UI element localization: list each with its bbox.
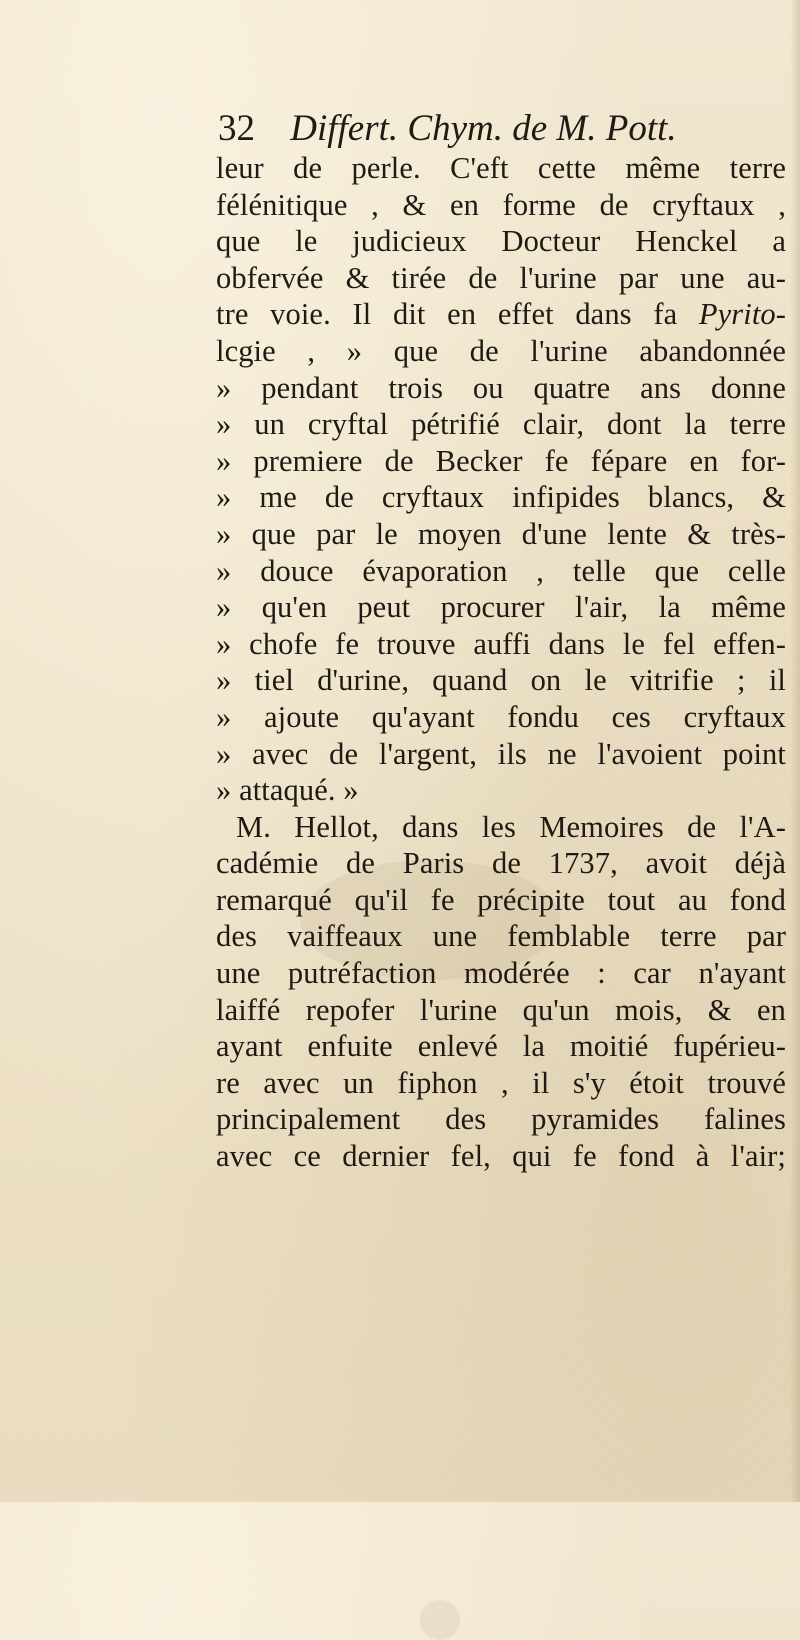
text-line: » premiere de Becker fe fépare en for- bbox=[216, 443, 786, 478]
text-line: » ajoute qu'ayant fondu ces cryftaux bbox=[216, 699, 786, 734]
text-line: laiffé repofer l'urine qu'un mois, & en bbox=[216, 992, 786, 1027]
text-line: ayant enfuite enlevé la moitié fupérieu- bbox=[216, 1029, 786, 1064]
text-line-segment: tre voie. Il dit en effet dans fa bbox=[216, 297, 699, 332]
text-line: avec ce dernier fel, qui fe fond à l'air; bbox=[216, 1139, 786, 1174]
page-edge-shadow bbox=[790, 0, 800, 1502]
running-header bbox=[218, 104, 778, 154]
text-line bbox=[216, 296, 786, 333]
text-line: » douce évaporation , telle que celle bbox=[216, 553, 786, 588]
text-line: félénitique , & en forme de cryftaux , bbox=[216, 187, 786, 222]
body-text bbox=[216, 150, 786, 1175]
text-line: » pendant trois ou quatre ans donne bbox=[216, 370, 786, 405]
text-line: une putréfaction modérée : car n'ayant bbox=[216, 956, 786, 991]
text-line: » chofe fe trouve auffi dans le fel effen- bbox=[216, 626, 786, 661]
text-line: cadémie de Paris de 1737, avoit déjà bbox=[216, 846, 786, 881]
text-line: remarqué qu'il fe précipite tout au fond bbox=[216, 882, 786, 917]
text-line: » me de cryftaux infipides blancs, & bbox=[216, 480, 786, 515]
text-line: lcgie , » que de l'urine abandonnée bbox=[216, 333, 786, 368]
paper-stain bbox=[420, 1600, 460, 1640]
text-line: obfervée & tirée de l'urine par une au- bbox=[216, 260, 786, 295]
text-line: » que par le moyen d'une lente & très- bbox=[216, 516, 786, 551]
text-line: » avec de l'argent, ils ne l'avoient point bbox=[216, 736, 786, 771]
running-title: Differt. Chym. de M. Pott. bbox=[290, 108, 677, 149]
page-number: 32 bbox=[218, 108, 255, 149]
text-line: » qu'en peut procurer l'air, la même bbox=[216, 590, 786, 625]
text-line: » un cryftal pétrifié clair, dont la terre bbox=[216, 407, 786, 442]
text-line: » attaqué. » bbox=[216, 773, 359, 808]
text-line: re avec un fiphon , il s'y étoit trouvé bbox=[216, 1065, 786, 1100]
italic-title-fragment: Pyrito- bbox=[698, 297, 786, 332]
text-line: M. Hellot, dans les Memoires de l'A- bbox=[236, 809, 786, 844]
text-line: des vaiffeaux une femblable terre par bbox=[216, 919, 786, 954]
text-line: » tiel d'urine, quand on le vitrifie ; il bbox=[216, 663, 786, 698]
text-line: principalement des pyramides falines bbox=[216, 1102, 786, 1137]
text-line: leur de perle. C'eft cette même terre bbox=[216, 151, 786, 185]
text-line: que le judicieux Docteur Henckel a bbox=[216, 224, 786, 259]
